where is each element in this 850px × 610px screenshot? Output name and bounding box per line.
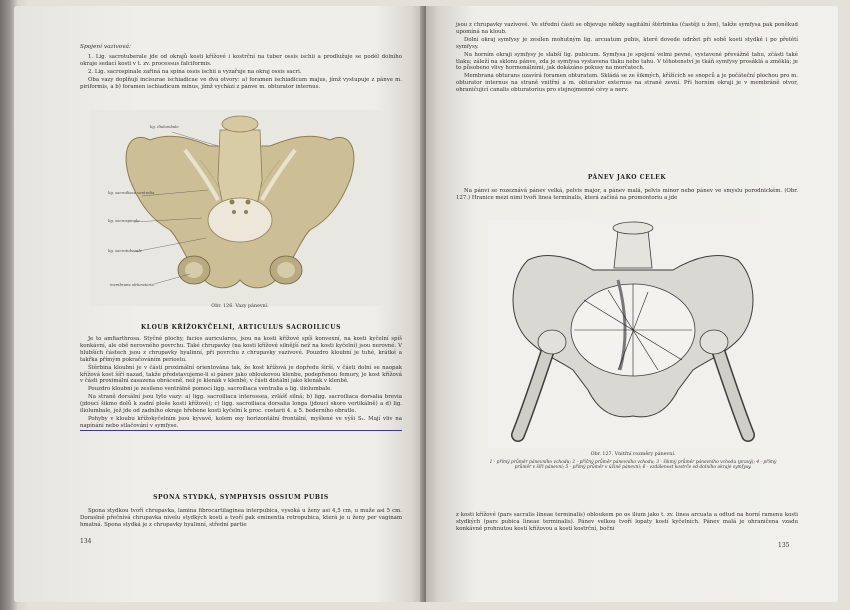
- symphysis-text-block: [80, 508, 402, 530]
- right-paragraph-1: jsou z chrupavky vazivové. Ve střední části se objevuje někdy sagitální štěrbinka (častěji u žen), takže symfysa pak poněkud upomíná na kloub.: [456, 22, 798, 35]
- section-pelvis-title: PÁNEV JAKO CELEK: [587, 174, 667, 181]
- right-paragraph-3: Na horním okraji symfysy je slabší lig. pubicum. Symfysa je spojení velmi pevné, vystavené převážně tahu, zčásti také tlaku; záleží na sklonu pánve, zda je symfysa vystavena tlaku nebo tahu. V těhotenství je tkáň symfysy prosáklá a změklá; je to působeno vlivy hormonálními, jak dokázáno pokusy na morčatech.: [456, 51, 798, 72]
- left-subtitle: Spojení vazivová:: [80, 44, 131, 50]
- sacroiliac-text-block: [80, 336, 402, 432]
- pelvis-ligaments-illustration: [90, 110, 390, 306]
- right-paragraph-6: z kosti křížové (pars sacralis lineae terminalis) obloukem po os ilium jako t. zv. linea arcuata a odtud na horní ramenu kosti stydkých (pars pubica lineae terminalis). Pánev velkou tvoří lopaty kostí kyčelních. Pánev malá je ohraničena vzadu konkávně prohnutou kostí křížovou a kostí kostrční, boční: [456, 512, 798, 532]
- left-intro-3: Oba vazy doplňují incisurae ischiadicae ve dva otvory: a) foramen ischiadicum majus, jímž vystupuje z pánve m. piriformis, a b) foramen ischiadicum minus, jímž vychází z pánve m. obturator internus.: [80, 76, 402, 90]
- left-page: [14, 6, 424, 602]
- right-bottom-text-block: [456, 512, 798, 534]
- sacroiliac-paragraph-5: Pohyby v kloubu křížokyčelním jsou kývavé, kolem osy horizontální frontální, myšlené ve výši S₁. Mají vliv na napínání nebo stlačování v symfyse.: [80, 415, 402, 429]
- figure-127: [488, 220, 778, 448]
- left-intro-1: 1. Lig. sacrotuberale jde od okrajů kosti křížové i kostrční na tuber ossis ischii a prodlužuje se podél dolního okraje sedací kosti v t. zv. processus falciformis.: [80, 53, 402, 67]
- label-membrana-obturatoria: membrana obturatoria: [110, 282, 154, 287]
- section-sacroiliac-title: KLOUB KŘÍŽOKYČELNÍ, ARTICULUS SACROILICUS: [140, 324, 342, 331]
- figure-127-caption-title: Obr. 127. Vnitřní rozměry pánevní.: [590, 452, 676, 457]
- label-lig-sacrospinale: lig. sacrospinale: [108, 218, 140, 223]
- sacroiliac-paragraph-3: Pouzdro kloubní je zesileno ventrálně pomocí ligg. sacroiliaca ventralia a lig. iliolumbale.: [88, 386, 332, 393]
- page-number-right: 135: [778, 542, 790, 549]
- right-top-text-block: [456, 22, 798, 95]
- right-page: [426, 6, 838, 602]
- right-paragraph-4: Membrana obturans uzavírá foramen obturatum. Skládá se ze šikmých, křížících se snopců a je počáteční plochou pro m. obturator internus na straně vnitřní a m. obturator externus na straně zevní. Při horním okraji je v membráně otvor, ohraničující canalis obturatorius pro stejnojmenné cévy a nerv.: [456, 73, 798, 94]
- pelvis-diameters-illustration: [488, 220, 778, 448]
- symphysis-paragraph-1: Spona stydkou tvoří chrupavka, lamina fibrocartilaginea interpubica, vysoká u ženy asi 4,5 cm, u muže asi 5 cm. Doraslně přečnívá chrupavka nivelu stydkých kostí a tvoří pak eminentia retropubica, která je u ženy per vaginam hmatná. Spona stydká je z chrupavky hyalinní, střední partie: [80, 508, 402, 528]
- left-intro-block: [80, 44, 402, 91]
- figure-127-caption-body: 1 - přímý průměr pánevního vchodu; 2 - příčný průměr pánevního vchodu; 3 - šikmý průměr pánevního vchodu (pravý); 4 - přímý průměr v šíři pánevní; 5 - přímý průměr v úžině pánevní; 6 - vzdálenost kostrče od dolního okraje symfysy.: [489, 460, 777, 471]
- page-number-left: 134: [80, 538, 92, 545]
- label-lig-sacrotuberale: lig. sacrotuberale: [108, 248, 142, 253]
- section-symphysis-title: SPONA STYDKÁ, SYMPHYSIS OSSIUM PUBIS: [153, 494, 329, 501]
- pelvis-intro-block: [456, 188, 798, 203]
- figure-126: [90, 110, 390, 306]
- sacroiliac-paragraph-4: Na straně dorsální jsou tyto vazy: a) ligg. sacroiliaca interossea, zvlášť silná; b) ligg. sacroiliaca dorsalia brevia (jdoucí šikmo dolů k zadní ploše kosti křížové); c) ligg. sacroiliaca dorsalia longa (jdoucí skoro vertikálně) a d) lig. iliolumbale, jež jde od zadního okraje hřebene kosti kyčelní k proc. costarii 4. a 5. bederního obratle.: [80, 394, 402, 415]
- right-paragraph-2: Dolní okraj symfysy je zesílen mohutným lig. arcuatum pubis, které dovede udržet při sobě kosti stydké i po přetětí symfysy.: [456, 36, 798, 50]
- label-lig-iliolumbale: lig. iliolumbale: [150, 124, 179, 129]
- sacroiliac-paragraph-1: Je to amfiarthrosa. Styčné plochy, facies auriculares, jsou na kosti křížové spíš konvexní, na kosti kyčelní spíš konkávní, ale obě nerovného povrchu. Také chrupavky (na kosti křížové silnější než na kosti kyčelní) jsou nerovné. V hlubších částech jsou z chrupavky hyalinní, při povrchu z chrupavky vazivové. Pouzdro kloubní je tuhé, krátké a takřka přímým pokračováním periostu.: [80, 336, 402, 363]
- figure-126-caption: Obr. 126. Vazy pánevní.: [211, 304, 269, 309]
- sacroiliac-paragraph-2: Štěrbina kloubní je v části proximální orientována tak, že kost křížová je dopředu širší, v části dolní se naopak křížová kost šíří nazad, takže představujeme-li si pánev jako obloukovou klenbu, podepřenou femury, je kost křížová v části proximální zasazena obráceně, než je klenák v klenbě, v části distální jako klenák v klenbě.: [80, 364, 402, 385]
- label-lig-sacroiliaca-ventralia: lig. sacroiliaca ventralia: [108, 190, 155, 195]
- pelvis-intro-paragraph: Na pánvi se rozeznává pánev velká, pelvis major, a pánev malá, pelvis minor nebo pánev ve smyslu porodnickém. (Obr. 127.) Hranice mezi nimi tvoří linea terminalis, která začíná na promontoriu a jde: [456, 188, 798, 201]
- left-intro-2: 2. Lig. sacrospinale zařiná na spina ossis ischii a vyzařuje na okraj ossis sacri.: [88, 68, 302, 75]
